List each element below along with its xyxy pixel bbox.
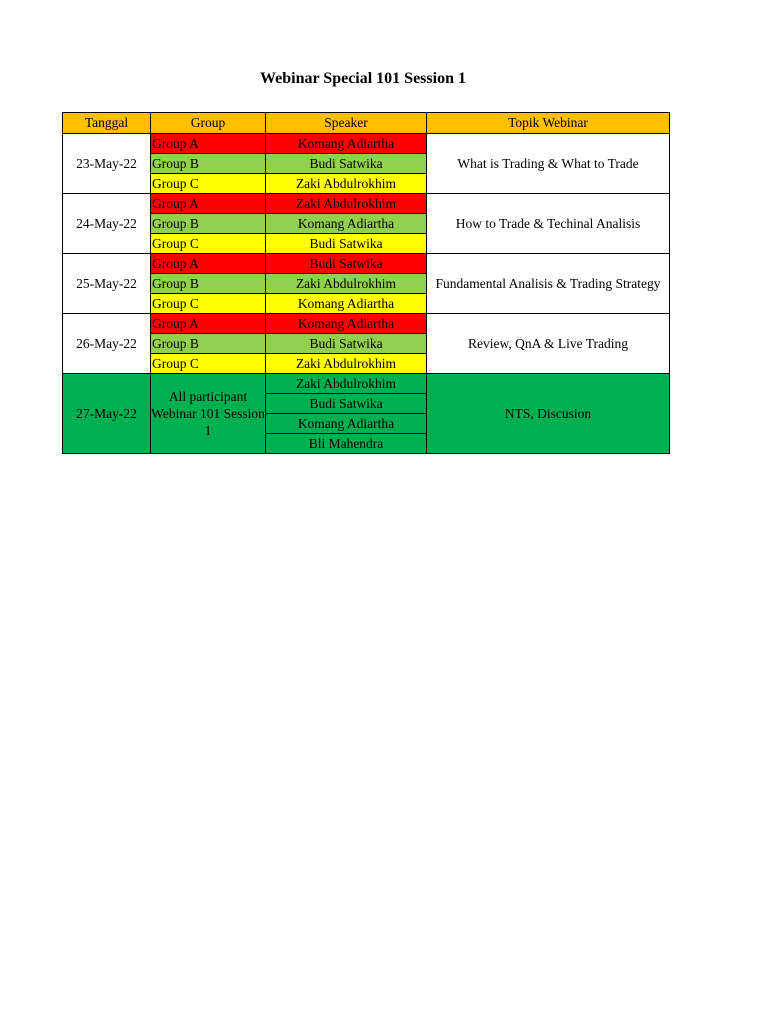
all-participant-group: All participant Webinar 101 Session 1 xyxy=(151,374,266,454)
group-cell: Group C xyxy=(151,354,266,374)
table-row xyxy=(63,314,670,334)
speaker-cell: Komang Adiartha xyxy=(266,214,427,234)
group-cell: Group C xyxy=(151,174,266,194)
speaker-cell: Zaki Abdulrokhim xyxy=(266,354,427,374)
header-group: Group xyxy=(151,113,266,134)
speaker-cell: Budi Satwika xyxy=(266,394,427,414)
session-date: 27-May-22 xyxy=(63,374,151,454)
speaker-cell: Zaki Abdulrokhim xyxy=(266,274,427,294)
page-title: Webinar Special 101 Session 1 xyxy=(260,70,466,87)
table-row xyxy=(63,254,670,274)
session-date: 25-May-22 xyxy=(63,254,151,314)
speaker-cell: Zaki Abdulrokhim xyxy=(266,194,427,214)
speaker-cell: Budi Satwika xyxy=(266,254,427,274)
speaker-cell: Bli Mahendra xyxy=(266,434,427,454)
speaker-cell: Komang Adiartha xyxy=(266,134,427,154)
group-cell: Group A xyxy=(151,134,266,154)
group-cell: Group A xyxy=(151,254,266,274)
group-cell: Group B xyxy=(151,274,266,294)
session-topic: Review, QnA & Live Trading xyxy=(427,314,670,374)
header-speaker: Speaker xyxy=(266,113,427,134)
speaker-cell: Komang Adiartha xyxy=(266,414,427,434)
group-cell: Group A xyxy=(151,314,266,334)
session-date: 26-May-22 xyxy=(63,314,151,374)
speaker-cell: Komang Adiartha xyxy=(266,314,427,334)
schedule-table xyxy=(62,112,670,454)
table-row xyxy=(63,134,670,154)
session-topic: NTS, Discusion xyxy=(427,374,670,454)
table-header-row xyxy=(63,113,670,134)
speaker-cell: Zaki Abdulrokhim xyxy=(266,174,427,194)
session-date: 23-May-22 xyxy=(63,134,151,194)
table-row xyxy=(63,374,670,394)
group-cell: Group A xyxy=(151,194,266,214)
speaker-cell: Komang Adiartha xyxy=(266,294,427,314)
session-date: 24-May-22 xyxy=(63,194,151,254)
group-cell: Group B xyxy=(151,334,266,354)
group-cell: Group C xyxy=(151,294,266,314)
group-cell: Group B xyxy=(151,154,266,174)
speaker-cell: Budi Satwika xyxy=(266,334,427,354)
session-topic: What is Trading & What to Trade xyxy=(427,134,670,194)
group-cell: Group C xyxy=(151,234,266,254)
speaker-cell: Zaki Abdulrokhim xyxy=(266,374,427,394)
header-date: Tanggal xyxy=(63,113,151,134)
session-topic: How to Trade & Techinal Analisis xyxy=(427,194,670,254)
group-cell: Group B xyxy=(151,214,266,234)
session-topic: Fundamental Analisis & Trading Strategy xyxy=(427,254,670,314)
table-row xyxy=(63,194,670,214)
speaker-cell: Budi Satwika xyxy=(266,234,427,254)
speaker-cell: Budi Satwika xyxy=(266,154,427,174)
header-topic: Topik Webinar xyxy=(427,113,670,134)
